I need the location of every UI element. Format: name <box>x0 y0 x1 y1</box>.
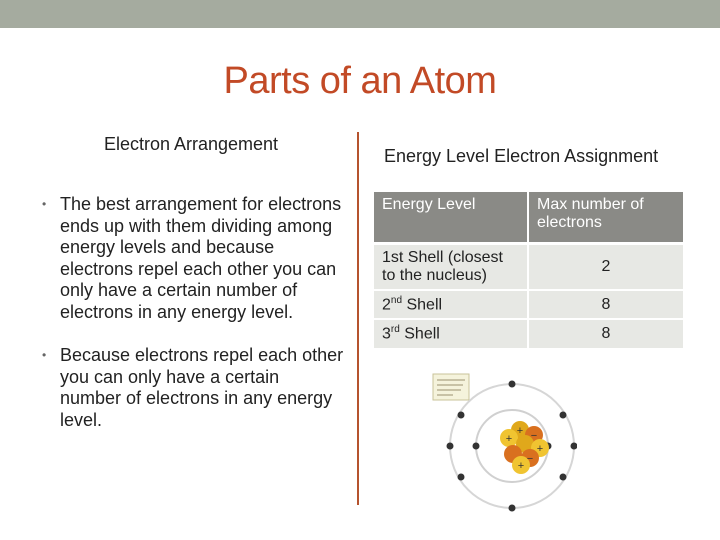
svg-text:−: − <box>530 430 538 442</box>
bullet-list <box>40 194 345 453</box>
table-row <box>374 290 683 319</box>
cell-max: 2 <box>528 244 683 291</box>
header-energy-level: Energy Level <box>374 192 528 244</box>
table-row <box>374 319 683 348</box>
slide-title: Parts of an Atom <box>223 60 497 102</box>
bullet-icon: • <box>42 197 47 211</box>
cell-level <box>374 290 528 319</box>
svg-text:+: + <box>505 433 513 445</box>
bullet-text: The best arrangement for electrons ends up with them dividing among energy levels and because electrons repel each other you can only have a certain number of electrons in any energy level. <box>60 194 342 322</box>
level-number: 3 <box>382 325 391 343</box>
svg-text:+: + <box>517 460 525 472</box>
top-bar <box>0 0 720 28</box>
bullet-item <box>40 194 345 323</box>
level-text: Shell <box>399 325 440 343</box>
bullet-text: Because electrons repel each other you can only have a certain number of electrons in any energy level. <box>60 345 344 430</box>
level-suffix: rd <box>390 324 400 336</box>
vertical-divider <box>357 132 359 505</box>
cell-level: 1st Shell (closest to the nucleus) <box>374 244 528 291</box>
svg-text:−: − <box>526 453 534 465</box>
level-suffix: nd <box>390 295 403 306</box>
atom-diagram-icon <box>427 368 577 518</box>
atom-diagram-svg <box>427 368 577 518</box>
energy-level-table <box>374 192 683 350</box>
left-heading: Electron Arrangement <box>103 134 279 154</box>
level-text: Shell <box>402 296 443 314</box>
right-heading: Energy Level Electron Assignment <box>384 146 659 166</box>
cell-level <box>374 319 528 348</box>
cell-max: 8 <box>528 290 683 319</box>
bullet-item <box>40 345 345 431</box>
table-header-row <box>374 192 683 244</box>
cell-max: 8 <box>528 319 683 348</box>
header-max-electrons: Max number of electrons <box>528 192 683 244</box>
level-number: 2 <box>382 296 391 314</box>
svg-text:+: + <box>536 443 544 455</box>
svg-text:+: + <box>516 425 524 437</box>
table-row <box>374 244 683 291</box>
bullet-icon: • <box>42 348 47 362</box>
